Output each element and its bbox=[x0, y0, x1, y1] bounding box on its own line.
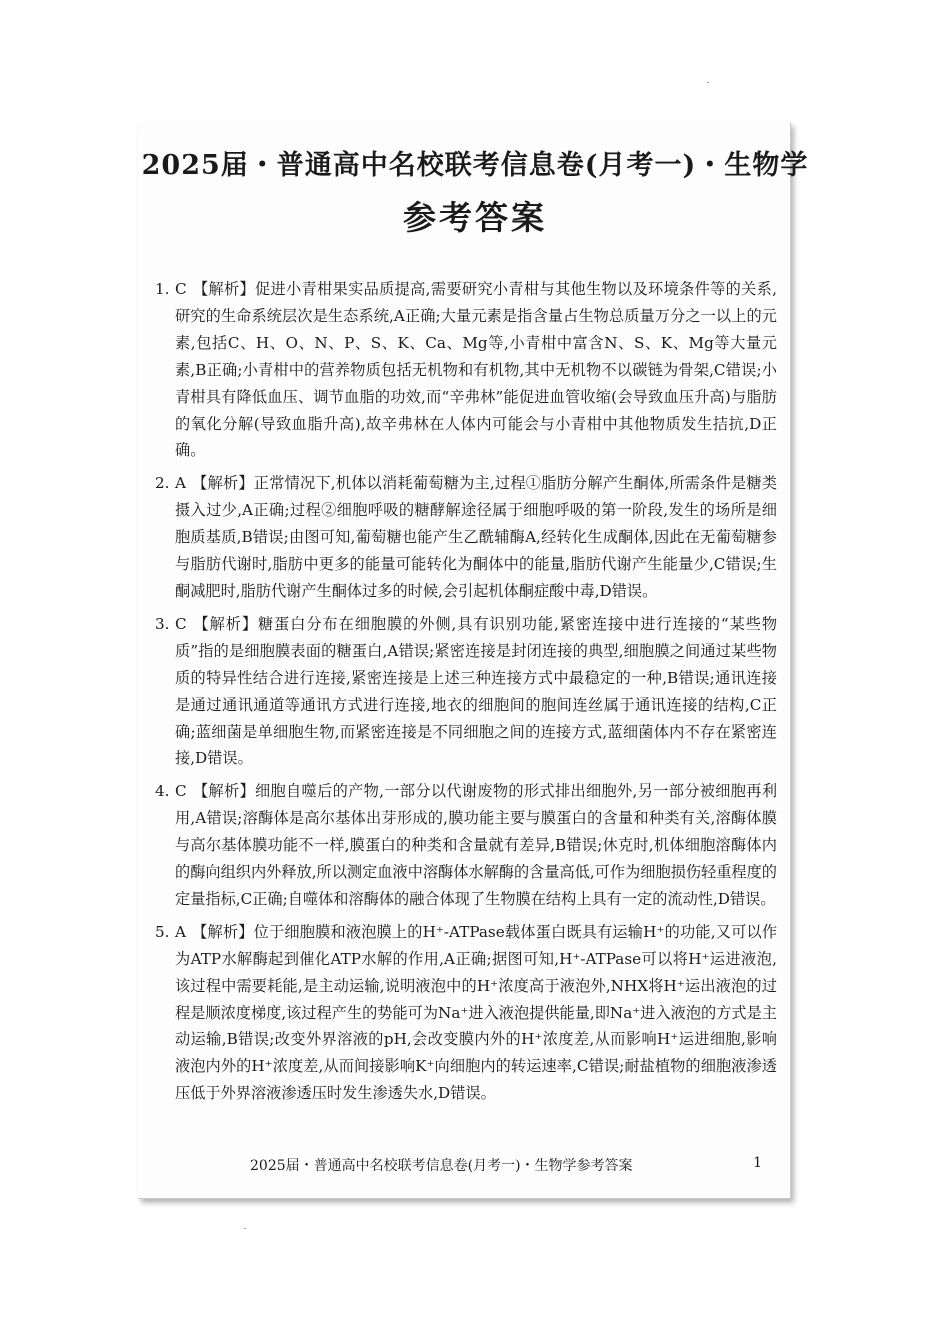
question-number: 2. bbox=[155, 474, 170, 493]
analysis-tag: 【解析】 bbox=[191, 922, 254, 941]
question-5 bbox=[155, 919, 777, 1107]
question-number: 4. bbox=[155, 782, 170, 801]
question-number: 5. bbox=[155, 922, 170, 941]
analysis-text: 糖蛋白分布在细胞膜的外侧,具有识别功能,紧密连接中进行连接的“某些物质”指的是细胞膜表面的糖蛋白,A错误;紧密连接是封闭连接的典型,细胞膜之间通过某些物质的特异性结合进行连接,紧密连接是上述三种连接方式中最稳定的一种,B错误;通讯连接是通过通讯通道等通讯方式进行连接,地衣的细胞间的胞间连丝属于通讯连接的结构,C正确;蓝细菌是单细胞生物,而紧密连接是不同细胞之间的连接方式,蓝细菌体内不存在紧密连接,D错误。 bbox=[175, 614, 778, 768]
analysis-tag: 【解析】 bbox=[192, 782, 256, 801]
question-answer: C bbox=[175, 782, 187, 801]
question-answer: A bbox=[175, 474, 186, 493]
answers-list bbox=[155, 276, 777, 1113]
scan-speck bbox=[244, 1228, 246, 1229]
analysis-tag: 【解析】 bbox=[191, 474, 254, 493]
question-3 bbox=[155, 611, 777, 772]
question-number: 1. bbox=[155, 280, 170, 298]
question-2 bbox=[155, 470, 777, 605]
analysis-tag: 【解析】 bbox=[192, 614, 259, 633]
scan-speck bbox=[707, 82, 709, 83]
question-answer: C bbox=[175, 614, 187, 633]
analysis-text: 促进小青柑果实品质提高,需要研究小青柑与其他生物以及环境条件等的关系,研究的生命系统层次是生态系统,A正确;大量元素是指含量占生物总质量万分之一以上的元素,包括C、H、O、N、P、S、K、Ca、Mg等,小青柑中富含N、S、K、Mg等大量元素,B正确;小青柑中的营养物质包括无机物和有机物,其中无机物不以碳链为骨架,C错误;小青柑具有降低血压、调节血脂的功效,而“辛弗林”能促进血管收缩(会导致血压升高)与脂肪的氧化分解(导致血脂升高),故辛弗林在人体内可能会与小青柑中其他物质发生拮抗,D正确。 bbox=[175, 280, 778, 460]
analysis-text: 细胞自噬后的产物,一部分以代谢废物的形式排出细胞外,另一部分被细胞再利用,A错误;溶酶体是高尔基体出芽形成的,膜功能主要与膜蛋白的含量和种类有关,溶酶体膜与高尔基体膜功能不一样,膜蛋白的种类和含量就有差异,B错误;休克时,机体细胞溶酶体内的酶向组织内外释放,所以测定血液中溶酶体水解酶的含量高低,可作为细胞损伤轻重程度的定量指标,C正确;自噬体和溶酶体的融合体现了生物膜在结构上具有一定的流动性,D错误。 bbox=[175, 782, 778, 908]
page-footer bbox=[250, 1155, 770, 1177]
document-subtitle: 参考答案 bbox=[403, 198, 547, 237]
question-number: 3. bbox=[155, 614, 170, 633]
analysis-text: 位于细胞膜和液泡膜上的H⁺-ATPase载体蛋白既具有运输H⁺的功能,又可以作为ATP水解酶起到催化ATP水解的作用,A正确;据图可知,H⁺-ATPase可以将H⁺运进液泡,该过程中需要耗能,是主动运输,说明液泡中的H⁺浓度高于液泡外,NHX将H⁺运出液泡的过程是顺浓度梯度,该过程产生的势能可为Na⁺进入液泡提供能量,即Na⁺进入液泡的方式是主动运输,B错误;改变外界溶液的pH,会改变膜内外的H⁺浓度差,从而影响H⁺运进细胞,影响液泡内外的H⁺浓度差,从而间接影响K⁺向细胞内的转运速率,C错误;耐盐植物的细胞液渗透压低于外界溶液渗透压时发生渗透失水,D错误。 bbox=[175, 922, 778, 1103]
footer-title: 2025届・普通高中名校联考信息卷(月考一)・生物学参考答案 bbox=[250, 1158, 633, 1174]
document-title: 2025届・普通高中名校联考信息卷(月考一)・生物学 bbox=[141, 150, 809, 181]
question-4 bbox=[155, 778, 777, 913]
question-answer: A bbox=[175, 922, 186, 941]
analysis-tag: 【解析】 bbox=[192, 280, 256, 298]
page-number: 1 bbox=[753, 1155, 762, 1171]
analysis-text: 正常情况下,机体以消耗葡萄糖为主,过程①脂肪分解产生酮体,所需条件是糖类摄入过少,A正确;过程②细胞呼吸的糖酵解途径属于细胞呼吸的第一阶段,发生的场所是细胞质基质,B错误;由图可知,葡萄糖也能产生乙酰辅酶A,经转化生成酮体,因此在无葡萄糖参与脂肪代谢时,脂肪中更多的能量可能转化为酮体中的能量,脂肪代谢产生能量少,C错误;生酮减肥时,脂肪代谢产生酮体过多的时候,会引起机体酮症酸中毒,D错误。 bbox=[175, 474, 778, 600]
question-1 bbox=[155, 276, 777, 464]
question-answer: C bbox=[175, 280, 187, 298]
